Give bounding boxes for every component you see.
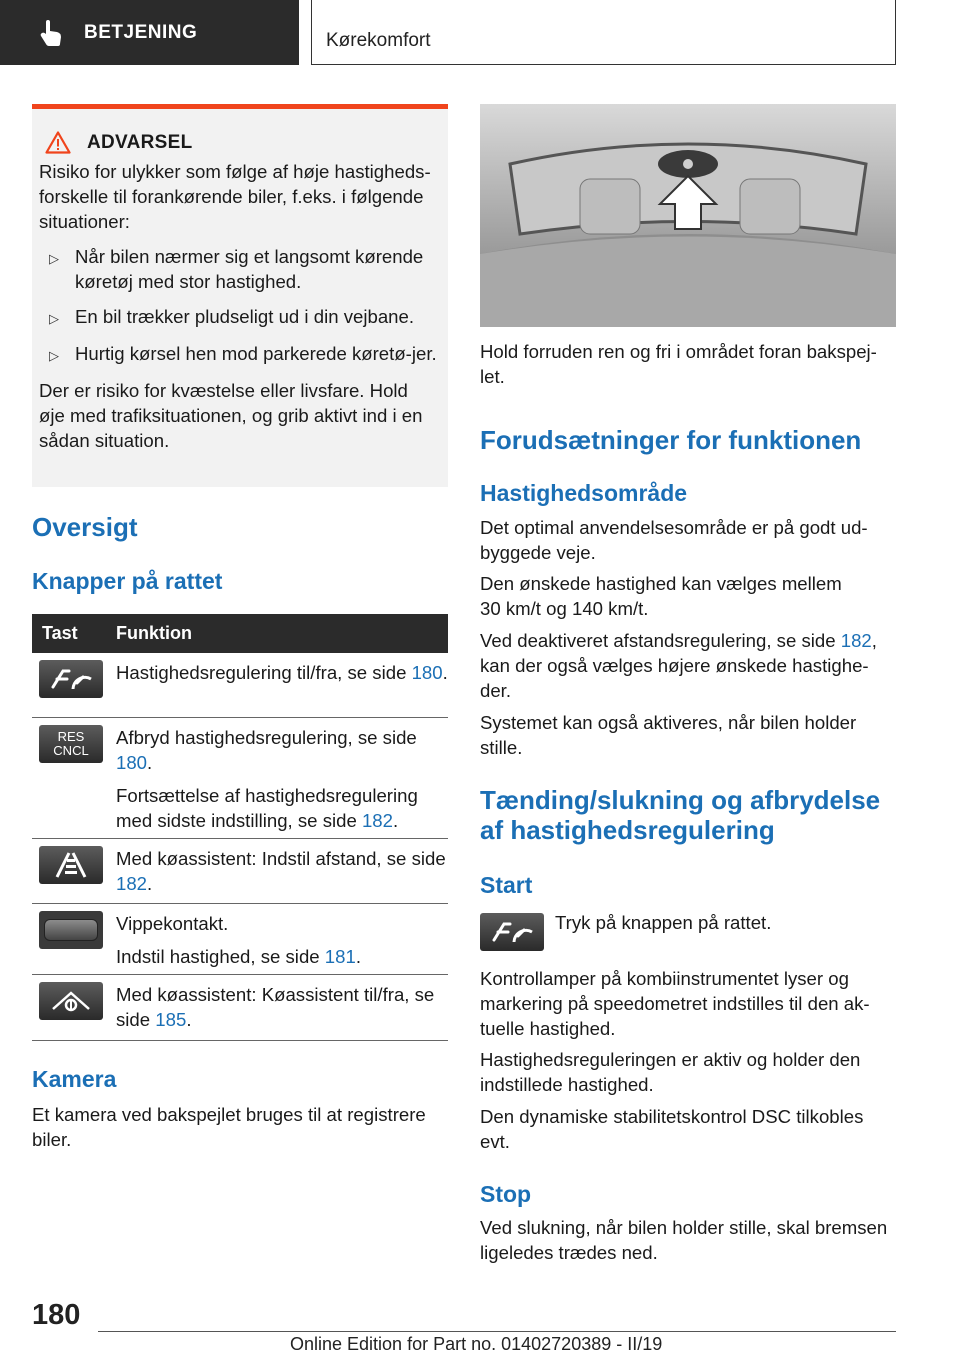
- heading-kamera: Kamera: [32, 1066, 117, 1092]
- col-header-key: Tast: [42, 623, 78, 643]
- footer-edition: Online Edition for Part no. 01402720389 - II/19: [290, 1334, 663, 1354]
- bullet-triangle-icon: ▷: [49, 348, 59, 363]
- hand-pointer-icon: [40, 20, 62, 46]
- footer-divider: [98, 1331, 896, 1332]
- warning-bullet: ▷ Når bilen nærmer sig et langsomt kørende køretøj med stor hastighed.: [49, 246, 424, 292]
- page-link[interactable]: 182: [840, 630, 872, 651]
- chapter-header: [311, 0, 896, 65]
- col-header-function: Funktion: [116, 623, 192, 643]
- table-row: RES CNCL Afbryd hastighedsregulering, se side 180. Fortsættelse af hastighedsregulering med sidste indstilling, se side 182.: [32, 718, 448, 839]
- paragraph: Systemet kan også aktiveres, når bilen holder stille.: [480, 712, 857, 758]
- warning-triangle-icon: [45, 131, 71, 154]
- cruise-control-icon: [39, 660, 103, 698]
- paragraph: Ved deaktiveret afstandsregulering, se side 182, kan der også vælges højere ønskede hastighe-der.: [480, 630, 877, 701]
- heading-stop: Stop: [480, 1181, 532, 1207]
- table-row: Med køassistent: Indstil afstand, se side 182.: [32, 839, 448, 904]
- kamera-text: Et kamera ved bakspejlet bruges til at registrere biler.: [32, 1104, 426, 1150]
- page-link[interactable]: 185: [155, 1009, 187, 1030]
- warning-intro: Risiko for ulykker som følge af høje hastigheds-forskelle til forankørende biler, f.eks. i følgende situationer:: [39, 161, 431, 232]
- section-label: BETJENING: [84, 21, 198, 43]
- bullet-triangle-icon: ▷: [49, 311, 59, 326]
- table-row: Hastighedsregulering til/fra, se side 180.: [32, 653, 448, 718]
- heading-knapper: Knapper på rattet: [32, 568, 223, 594]
- windshield-camera-photo: [480, 104, 896, 327]
- heading-oversigt: Oversigt: [32, 512, 138, 542]
- table-header: [32, 614, 448, 653]
- heading-taending: Tænding/slukning og afbrydelse af hastighedsregulering: [480, 785, 881, 845]
- warning-title: ADVARSEL: [87, 131, 193, 153]
- buttons-table: [32, 614, 448, 1041]
- page-link[interactable]: 180: [116, 752, 148, 773]
- paragraph: Hastighedsreguleringen er aktiv og holder den indstillede hastighed.: [480, 1049, 861, 1095]
- page-number: 180: [32, 1299, 81, 1331]
- table-row: Med køassistent: Køassistent til/fra, se side 185.: [32, 975, 448, 1041]
- heading-hastighedsomraade: Hastighedsområde: [480, 480, 688, 506]
- page-link[interactable]: 180: [411, 662, 443, 683]
- paragraph: Det optimal anvendelsesområde er på godt ud-byggede veje.: [480, 517, 868, 563]
- start-text: Tryk på knappen på rattet.: [555, 912, 772, 933]
- heading-start: Start: [480, 872, 533, 898]
- section-tab: [0, 0, 299, 65]
- page-link[interactable]: 181: [324, 946, 356, 967]
- warning-bullet: ▷ En bil trækker pludseligt ud i din vejbane.: [49, 304, 438, 331]
- table-row: Vippekontakt. Indstil hastighed, se side 181.: [32, 904, 448, 975]
- paragraph: Kontrollamper på kombiinstrumentet lyser og markering på speedometret indstilles til den ak-tuelle hastighed.: [480, 968, 870, 1039]
- photo-caption: Hold forruden ren og fri i området foran bakspej-let.: [480, 341, 877, 387]
- paragraph: Den ønskede hastighed kan vælges mellem 30 km/t og 140 km/t.: [480, 573, 842, 619]
- warning-outro: Der er risiko for kvæstelse eller livsfare. Hold øje med trafiksituationen, og grib aktivt ind i en sådan situation.: [39, 380, 423, 451]
- warning-bullet: ▷ Hurtig kørsel hen mod parkerede køretø-jer.: [49, 341, 438, 368]
- distance-icon: [39, 846, 103, 884]
- heading-forudsaetninger: Forudsætninger for funktionen: [480, 425, 862, 455]
- cruise-control-icon: [480, 913, 544, 951]
- res-cncl-icon: RES CNCL: [39, 725, 103, 763]
- warning-box: [32, 104, 448, 487]
- traffic-jam-assistant-icon: [39, 982, 103, 1020]
- page-link[interactable]: 182: [361, 810, 393, 831]
- rocker-switch-icon: [39, 911, 103, 949]
- cruise-control-button-image: [480, 913, 544, 951]
- page-link[interactable]: 182: [116, 873, 148, 894]
- bullet-triangle-icon: ▷: [49, 251, 59, 266]
- stop-text: Ved slukning, når bilen holder stille, skal bremsen ligeledes trædes ned.: [480, 1217, 888, 1263]
- chapter-title: Kørekomfort: [326, 30, 431, 51]
- paragraph: Den dynamiske stabilitetskontrol DSC tilkobles evt.: [480, 1106, 864, 1152]
